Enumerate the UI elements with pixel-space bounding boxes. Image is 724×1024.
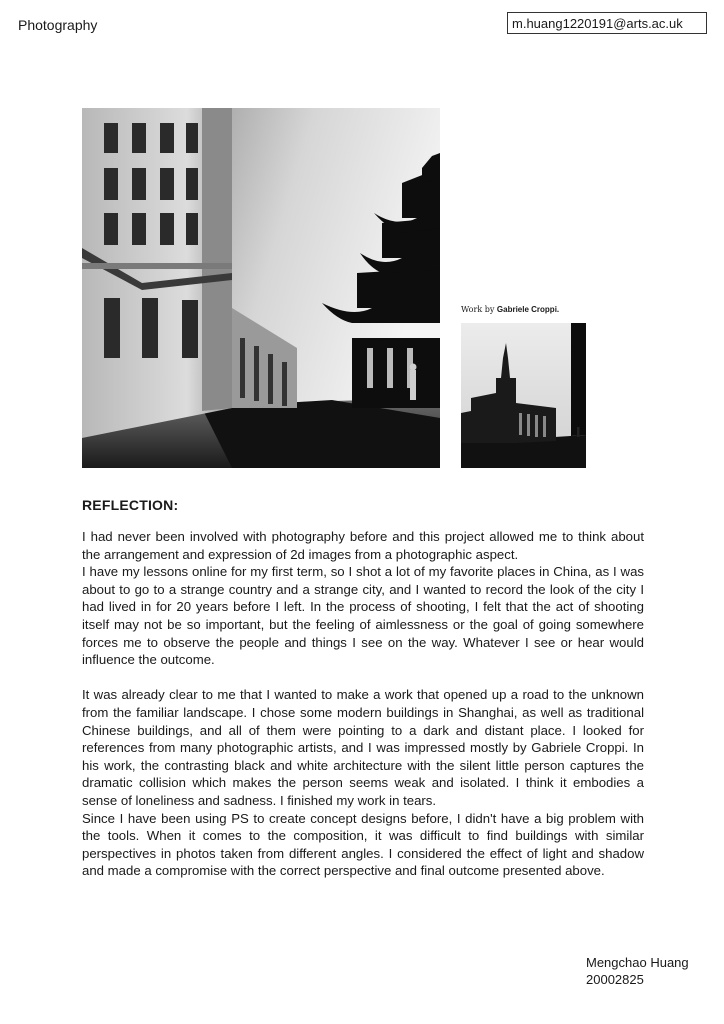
paragraph: I had never been involved with photography before and this project allowed me to think about the arrangement and expression of 2d images from a photographic aspect.: [82, 529, 644, 562]
reflection-body: [82, 528, 644, 880]
section-heading: REFLECTION:: [82, 497, 179, 513]
page-title: Photography: [18, 17, 98, 33]
paragraph: I have my lessons online for my first term, so I shot a lot of my favorite places in China, as I was about to go to a strange country and a strange city, and I wanted to record the look of the city I had lived in for 20 years before I left. In the process of shooting, I felt that the act of shooting itself may not be so important, but the feeling of aimlessness or the goal of going somewhere forces me to observe the people and things I see on the way. Whatever I see or hear would influence the outcome.: [82, 564, 644, 668]
reference-caption-prefix: Work by: [461, 305, 495, 314]
reference-photograph: [461, 323, 586, 468]
paragraph: Since I have been using PS to create concept designs before, I didn't have a big problem with the tools. When it comes to the composition, it was difficult to find buildings with similar perspectives in photos taken from different angles. I considered the effect of light and shadow and made a compromise with the correct perspective and final outcome presented above.: [82, 810, 644, 879]
main-photograph: [82, 108, 440, 468]
student-id: 20002825: [586, 972, 644, 987]
paragraph: It was already clear to me that I wanted to make a work that opened up a road to the unknown from the familiar landscape. I chose some modern buildings in Shanghai, as well as traditional Chinese buildings, and all of them were pointing to a dark and distant place. I looked for references from many photographic artists, and I was impressed mostly by Gabriele Croppi. In his work, the contrasting black and white architecture with the silent little person captures the dramatic collision which makes the person seems weak and isolated. I think it embodies a sense of loneliness and sadness. I finished my work in tears.: [82, 687, 644, 808]
email-box: m.huang1220191@arts.ac.uk: [507, 12, 707, 34]
author-name: Mengchao Huang: [586, 955, 689, 970]
paragraph-gap: [82, 669, 644, 687]
reference-artist: Gabriele Croppi.: [496, 305, 560, 314]
reference-caption: [461, 305, 559, 314]
